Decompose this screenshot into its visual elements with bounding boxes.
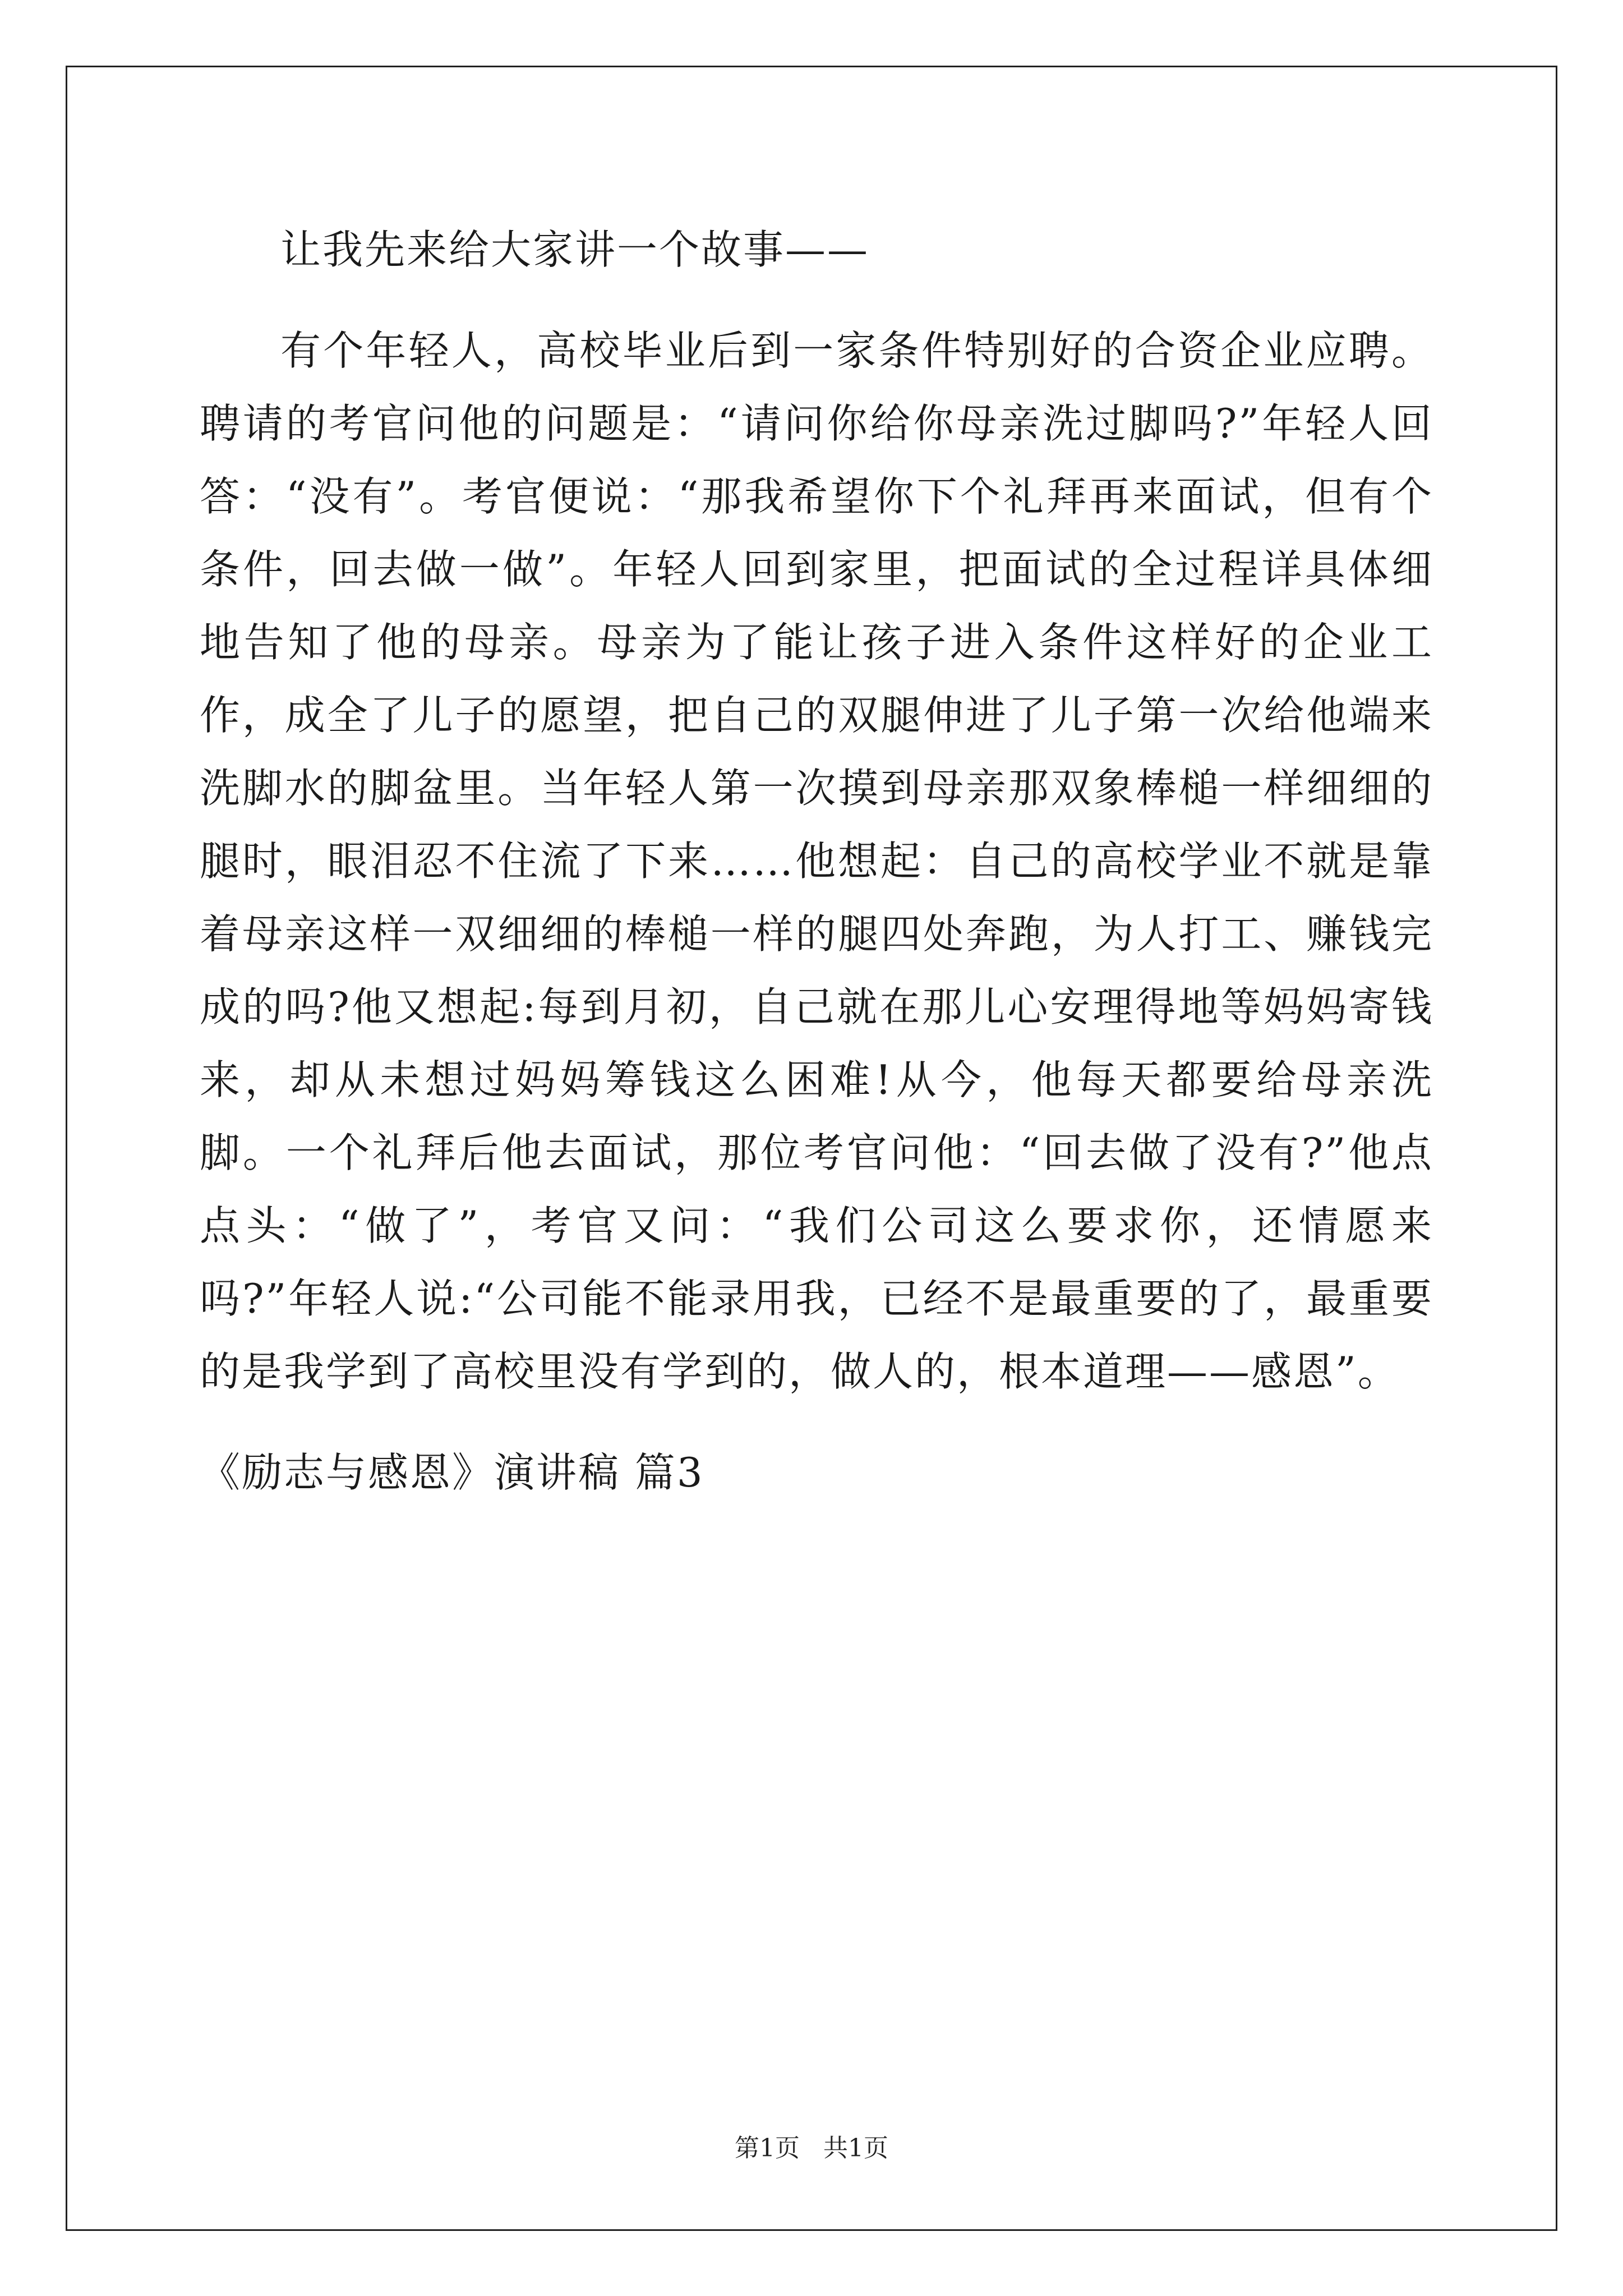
- page-number-total: 共1页: [823, 2134, 888, 2162]
- page-number-current: 第1页: [735, 2134, 800, 2162]
- story-paragraph: 有个年轻人，高校毕业后到一家条件特别好的合资企业应聘。聘请的考官问他的问题是：“请问你给你母亲洗过脚吗?”年轻人回答：“没有”。考官便说：“那我希望你下个礼拜再来面试，但有个条件，回去做一做”。年轻人回到家里，把面试的全过程详具体细地告知了他的母亲。母亲为了能让孩子进入条件这样好的企业工作，成全了儿子的愿望，把自己的双腿伸进了儿子第一次给他端来洗脚水的脚盆里。当年轻人第一次摸到母亲那双象棒槌一样细细的腿时，眼泪忍不住流了下来……他想起：自己的高校学业不就是靠着母亲这样一双细细的棒槌一样的腿四处奔跑，为人打工、赚钱完成的吗?他又想起:每到月初，自己就在那儿心安理得地等妈妈寄钱来，却从未想过妈妈筹钱这么困难!从今，他每天都要给母亲洗脚。一个礼拜后他去面试，那位考官问他：“回去做了没有?”他点点头：“做了”，考官又问：“我们公司这么要求你，还情愿来吗?”年轻人说:“公司能不能录用我，已经不是最重要的了，最重要的是我学到了高校里没有学到的，做人的，根本道理——感恩”。: [200, 327, 1433, 1395]
- intro-paragraph: 让我先来给大家讲一个故事——: [280, 226, 870, 273]
- page-footer: [0, 2132, 1623, 2165]
- section-heading: 《励志与感恩》演讲稿 篇3: [200, 1449, 704, 1496]
- document-body: [200, 213, 1433, 1509]
